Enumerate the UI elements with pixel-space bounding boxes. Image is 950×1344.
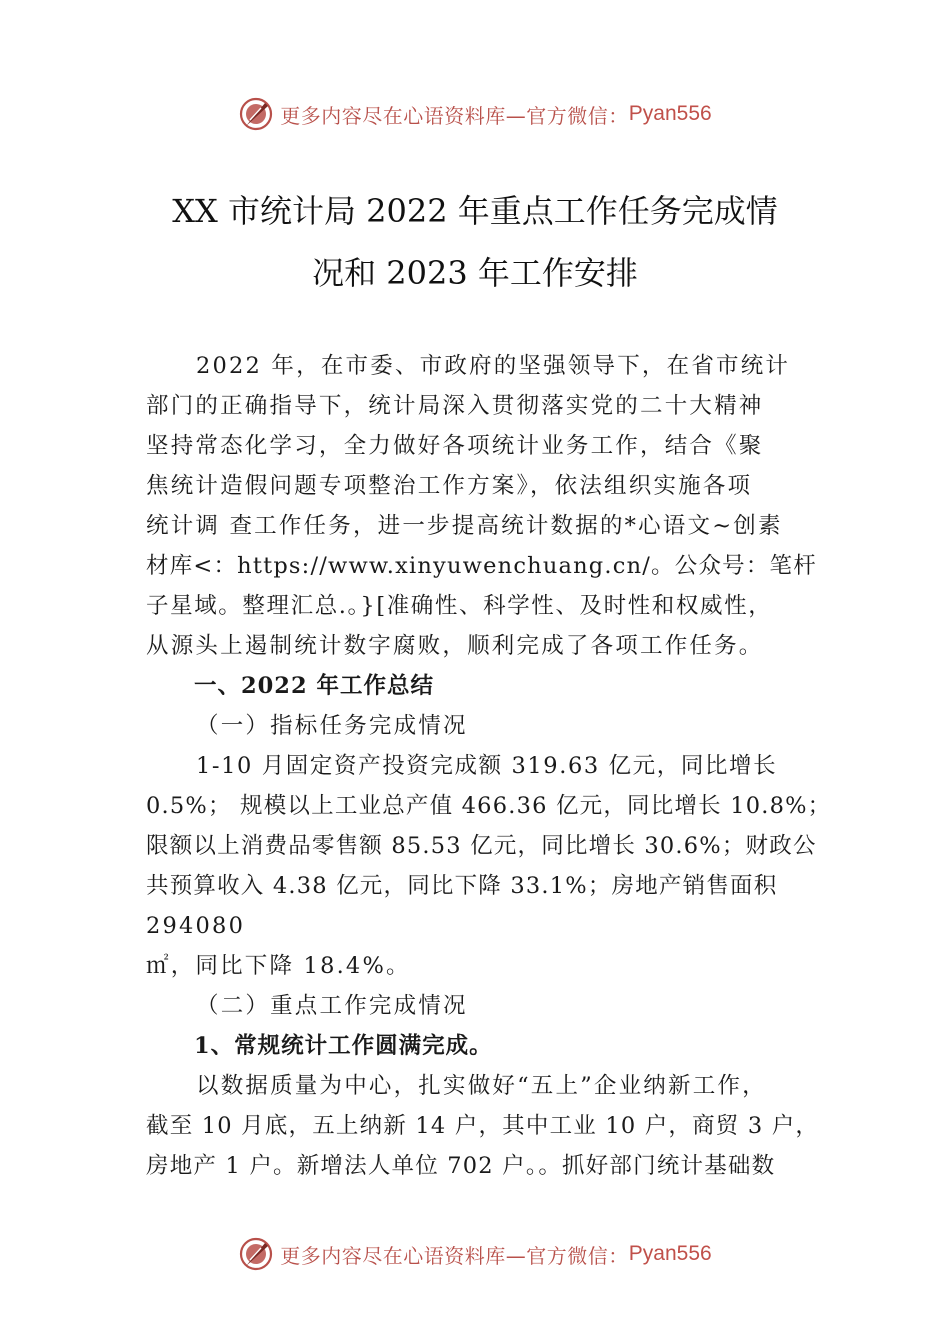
section-heading: 一、2022 年工作总结 bbox=[194, 673, 434, 699]
watermark-text: 更多内容尽在心语资料库—官方微信： bbox=[280, 103, 629, 128]
document-title-line-1: XX 市统计局 2022 年重点工作任务完成情 bbox=[172, 192, 778, 230]
subsection-heading: （一）指标任务完成情况 bbox=[196, 713, 468, 739]
subsection-heading: （二）重点工作完成情况 bbox=[196, 993, 468, 1019]
watermark-id: Pyan556 bbox=[628, 102, 712, 125]
quill-seal-icon bbox=[238, 96, 274, 132]
paragraph-line: 部门的正确指导下，统计局深入贯彻落实党的二十大精神 bbox=[146, 393, 764, 419]
watermark-banner-top bbox=[0, 94, 950, 134]
paragraph-line: 房地产 1 户。新增法人单位 702 户。。抓好部门统计基础数 bbox=[146, 1153, 776, 1179]
paragraph-line: 共预算收入 4.38 亿元，同比下降 33.1%；房地产销售面积 bbox=[146, 873, 778, 899]
document-title-line-2: 况和 2023 年工作安排 bbox=[312, 254, 638, 292]
watermark-banner-bottom bbox=[0, 1234, 950, 1274]
paragraph-line: 坚持常态化学习，全力做好各项统计业务工作，结合《聚 bbox=[146, 433, 764, 459]
paragraph-line: 1-10 月固定资产投资完成额 319.63 亿元，同比增长 bbox=[196, 753, 778, 779]
paragraph-line: ㎡，同比下降 18.4%。 bbox=[146, 953, 411, 979]
paragraph-line: 2022 年，在市委、市政府的坚强领导下，在省市统计 bbox=[196, 353, 791, 379]
paragraph-line: 材库<：https://www.xinyuwenchuang.cn/。公众号：笔杆 bbox=[146, 553, 817, 579]
paragraph-line: 限额以上消费品零售额 85.53 亿元，同比增长 30.6%；财政公 bbox=[146, 833, 817, 859]
paragraph-line: 以数据质量为中心，扎实做好“五上”企业纳新工作， bbox=[196, 1073, 767, 1099]
paragraph-line: 0.5%； 规模以上工业总产值 466.36 亿元，同比增长 10.8%； bbox=[146, 793, 832, 819]
paragraph-line: 294080 bbox=[146, 913, 246, 939]
paragraph-line: 截至 10 月底，五上纳新 14 户，其中工业 10 户，商贸 3 户， bbox=[146, 1113, 820, 1139]
paragraph-line: 从源头上遏制统计数字腐败，顺利完成了各项工作任务。 bbox=[146, 633, 764, 659]
quill-seal-icon bbox=[238, 1236, 274, 1272]
paragraph-line: 子星域。整理汇总.。}[准确性、科学性、及时性和权威性， bbox=[146, 593, 773, 619]
watermark-text: 更多内容尽在心语资料库—官方微信： bbox=[280, 1243, 629, 1268]
paragraph-line: 统计调 查工作任务，进一步提高统计数据的*心语文~创素 bbox=[146, 513, 783, 539]
paragraph-line: 焦统计造假问题专项整治工作方案》，依法组织实施各项 bbox=[146, 473, 753, 499]
watermark-id: Pyan556 bbox=[628, 1242, 712, 1265]
document-body bbox=[146, 346, 836, 1186]
item-heading: 1、常规统计工作圆满完成。 bbox=[194, 1033, 493, 1059]
